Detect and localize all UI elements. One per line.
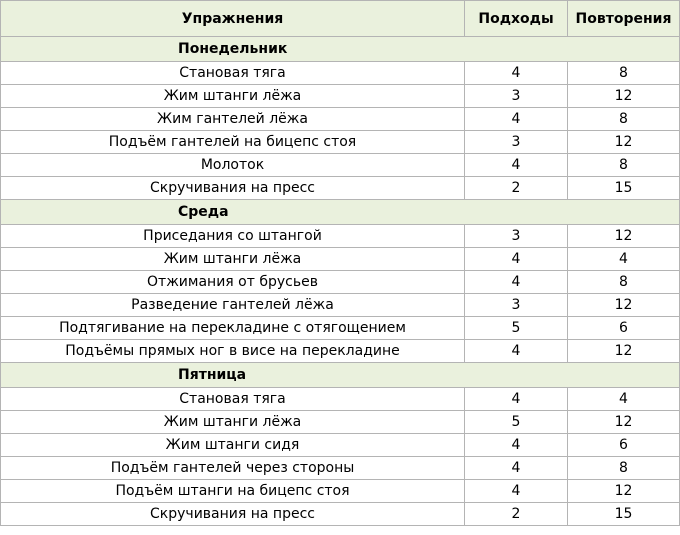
table-row [1,411,680,434]
reps-cell: 6 [568,317,680,340]
exercise-cell: Приседания со штангой [1,225,465,248]
exercise-cell: Подтягивание на перекладине с отягощением [1,317,465,340]
table-row [1,248,680,271]
reps-cell: 12 [568,225,680,248]
header-reps: Повторения [568,1,680,37]
reps-cell: 8 [568,154,680,177]
day-name: Пятница [1,363,680,388]
table-row [1,271,680,294]
sets-cell: 4 [465,480,568,503]
reps-cell: 4 [568,388,680,411]
day-row [1,200,680,225]
table-row [1,434,680,457]
table-body [1,37,680,526]
exercise-cell: Жим штанги лёжа [1,248,465,271]
reps-cell: 12 [568,294,680,317]
exercise-cell: Скручивания на пресс [1,177,465,200]
sets-cell: 4 [465,434,568,457]
exercise-cell: Становая тяга [1,388,465,411]
reps-cell: 12 [568,85,680,108]
header-row [1,1,680,37]
table-row [1,317,680,340]
table-row [1,294,680,317]
table-row [1,340,680,363]
reps-cell: 8 [568,271,680,294]
table-row [1,108,680,131]
exercise-cell: Молоток [1,154,465,177]
reps-cell: 15 [568,177,680,200]
sets-cell: 4 [465,271,568,294]
sets-cell: 2 [465,177,568,200]
table-row [1,457,680,480]
day-name: Понедельник [1,37,680,62]
exercise-cell: Жим гантелей лёжа [1,108,465,131]
table-row [1,503,680,526]
reps-cell: 8 [568,62,680,85]
day-row [1,37,680,62]
reps-cell: 12 [568,411,680,434]
reps-cell: 12 [568,131,680,154]
exercise-cell: Подъём штанги на бицепс стоя [1,480,465,503]
sets-cell: 4 [465,248,568,271]
reps-cell: 4 [568,248,680,271]
day-row [1,363,680,388]
sets-cell: 5 [465,411,568,434]
table-row [1,177,680,200]
sets-cell: 3 [465,294,568,317]
sets-cell: 4 [465,340,568,363]
exercise-cell: Подъёмы прямых ног в висе на перекладине [1,340,465,363]
header-sets: Подходы [465,1,568,37]
exercise-cell: Жим штанги лёжа [1,85,465,108]
sets-cell: 3 [465,225,568,248]
sets-cell: 5 [465,317,568,340]
reps-cell: 12 [568,480,680,503]
sets-cell: 4 [465,108,568,131]
exercise-cell: Разведение гантелей лёжа [1,294,465,317]
exercise-cell: Подъём гантелей на бицепс стоя [1,131,465,154]
exercise-cell: Становая тяга [1,62,465,85]
exercise-cell: Скручивания на пресс [1,503,465,526]
sets-cell: 4 [465,62,568,85]
exercise-cell: Отжимания от брусьев [1,271,465,294]
table-row [1,62,680,85]
reps-cell: 6 [568,434,680,457]
sets-cell: 2 [465,503,568,526]
table-row [1,388,680,411]
header-exercise: Упражнения [1,1,465,37]
exercise-cell: Жим штанги лёжа [1,411,465,434]
table-row [1,480,680,503]
reps-cell: 8 [568,108,680,131]
table-row [1,154,680,177]
sets-cell: 4 [465,457,568,480]
table-row [1,131,680,154]
sets-cell: 4 [465,388,568,411]
sets-cell: 3 [465,131,568,154]
reps-cell: 15 [568,503,680,526]
table-row [1,85,680,108]
reps-cell: 12 [568,340,680,363]
sets-cell: 4 [465,154,568,177]
day-name: Среда [1,200,680,225]
table-row [1,225,680,248]
sets-cell: 3 [465,85,568,108]
exercise-cell: Подъём гантелей через стороны [1,457,465,480]
reps-cell: 8 [568,457,680,480]
exercise-cell: Жим штанги сидя [1,434,465,457]
